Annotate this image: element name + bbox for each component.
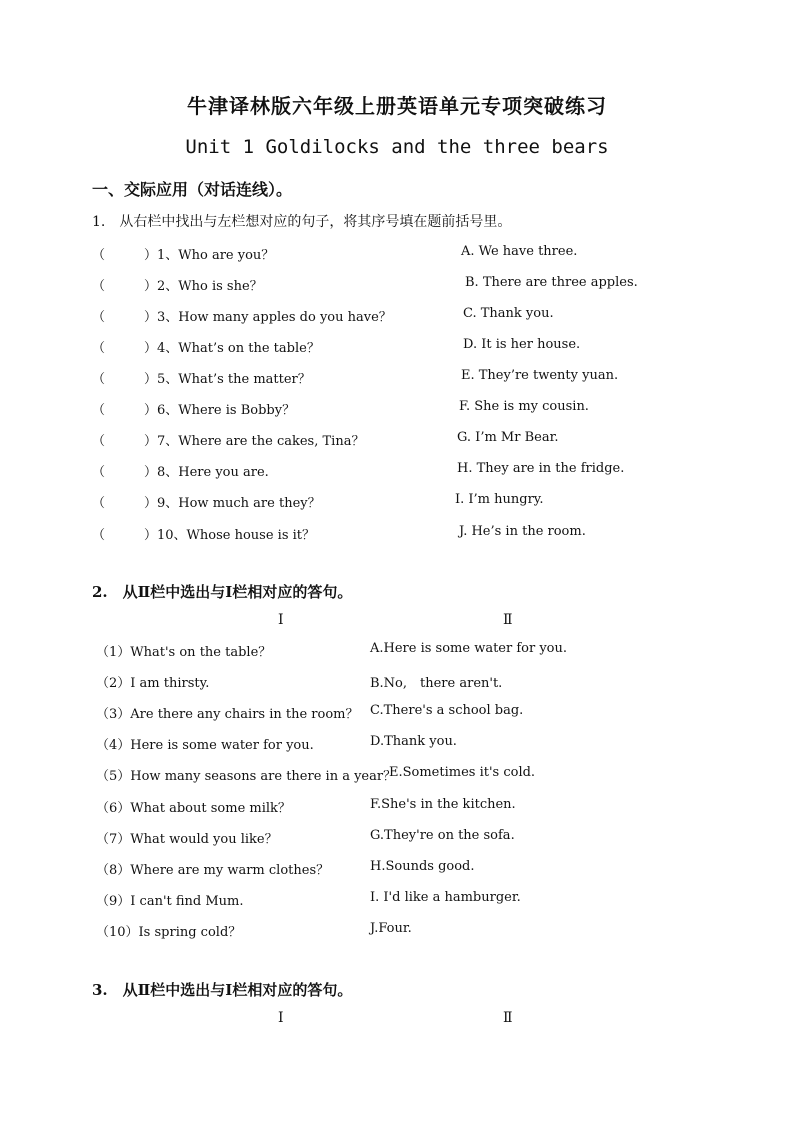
q1-right-item: I. I’m hungry.: [455, 492, 544, 507]
q2-column-2-header: Ⅱ: [503, 612, 513, 628]
q1-instruction: 1. 从右栏中找出与左栏想对应的句子，将其序号填在题前括号里。: [92, 214, 512, 230]
q2-right-item: C.There's a school bag.: [370, 703, 524, 718]
q2-right-item: G.They're on the sofa.: [370, 828, 515, 843]
q1-right-item: A. We have three.: [461, 244, 578, 259]
q2-right-item: B.No, there aren't.: [370, 676, 503, 691]
q2-right-item: I. I'd like a hamburger.: [370, 890, 521, 905]
q3-column-2-header: Ⅱ: [503, 1010, 513, 1026]
q2-right-item: J.Four.: [370, 921, 412, 936]
q1-left-item: （ ）4、What’s on the table？: [92, 341, 320, 356]
q2-left-item: （5）How many seasons are there in a year？: [96, 769, 397, 784]
q1-left-item: （ ）9、How much are they？: [92, 496, 321, 511]
q2-right-item: A.Here is some water for you.: [370, 641, 568, 656]
q2-right-item: H.Sounds good.: [370, 859, 475, 874]
q2-left-item: （8）Where are my warm clothes？: [96, 863, 330, 878]
q2-left-item: （6）What about some milk？: [96, 801, 291, 816]
q2-right-item: E.Sometimes it's cold.: [389, 765, 536, 780]
q1-left-item: （ ）7、Where are the cakes, Tina？: [92, 434, 365, 449]
q3-column-1-header: Ⅰ: [278, 1010, 284, 1026]
q1-right-item: F. She is my cousin.: [459, 399, 589, 414]
q1-right-item: D. It is her house.: [463, 337, 581, 352]
q1-left-item: （ ）10、Whose house is it？: [92, 528, 316, 543]
q2-left-item: （9）I can't find Mum.: [96, 894, 244, 909]
q1-left-item: （ ）6、Where is Bobby？: [92, 403, 296, 418]
q1-right-item: J. He’s in the room.: [459, 524, 586, 539]
q2-left-item: （4）Here is some water for you.: [96, 738, 314, 753]
q2-right-item: D.Thank you.: [370, 734, 457, 749]
q2-right-item: F.She's in the kitchen.: [370, 797, 516, 812]
q1-right-item: H. They are in the fridge.: [457, 461, 625, 476]
q1-left-item: （ ）1、Who are you？: [92, 248, 275, 263]
q2-column-1-header: Ⅰ: [278, 612, 284, 628]
q1-right-item: C. Thank you.: [463, 306, 554, 321]
page-title: 牛津译林版六年级上册英语单元专项突破练习: [187, 94, 607, 118]
q2-left-item: （10）Is spring cold？: [96, 925, 242, 940]
section-heading: 一、交际应用（对话连线）。: [92, 180, 293, 199]
q2-left-item: （1）What's on the table？: [96, 645, 272, 660]
q1-left-item: （ ）8、Here you are.: [92, 465, 269, 480]
q1-left-item: （ ）3、How many apples do you have？: [92, 310, 392, 325]
q3-instruction: 3. 从Ⅱ栏中选出与Ⅰ栏相对应的答句。: [92, 981, 353, 999]
q2-left-item: （2）I am thirsty.: [96, 676, 210, 691]
q1-left-item: （ ）5、What’s the matter？: [92, 372, 311, 387]
q1-left-item: （ ）2、Who is she？: [92, 279, 263, 294]
q2-left-item: （3）Are there any chairs in the room？: [96, 707, 359, 722]
q2-instruction: 2. 从Ⅱ栏中选出与Ⅰ栏相对应的答句。: [92, 583, 353, 601]
q1-right-item: E. They’re twenty yuan.: [461, 368, 619, 383]
q1-right-item: B. There are three apples.: [465, 275, 638, 290]
q2-left-item: （7）What would you like？: [96, 832, 278, 847]
q1-right-item: G. I’m Mr Bear.: [457, 430, 559, 445]
unit-subtitle: Unit 1 Goldilocks and the three bears: [185, 136, 609, 158]
